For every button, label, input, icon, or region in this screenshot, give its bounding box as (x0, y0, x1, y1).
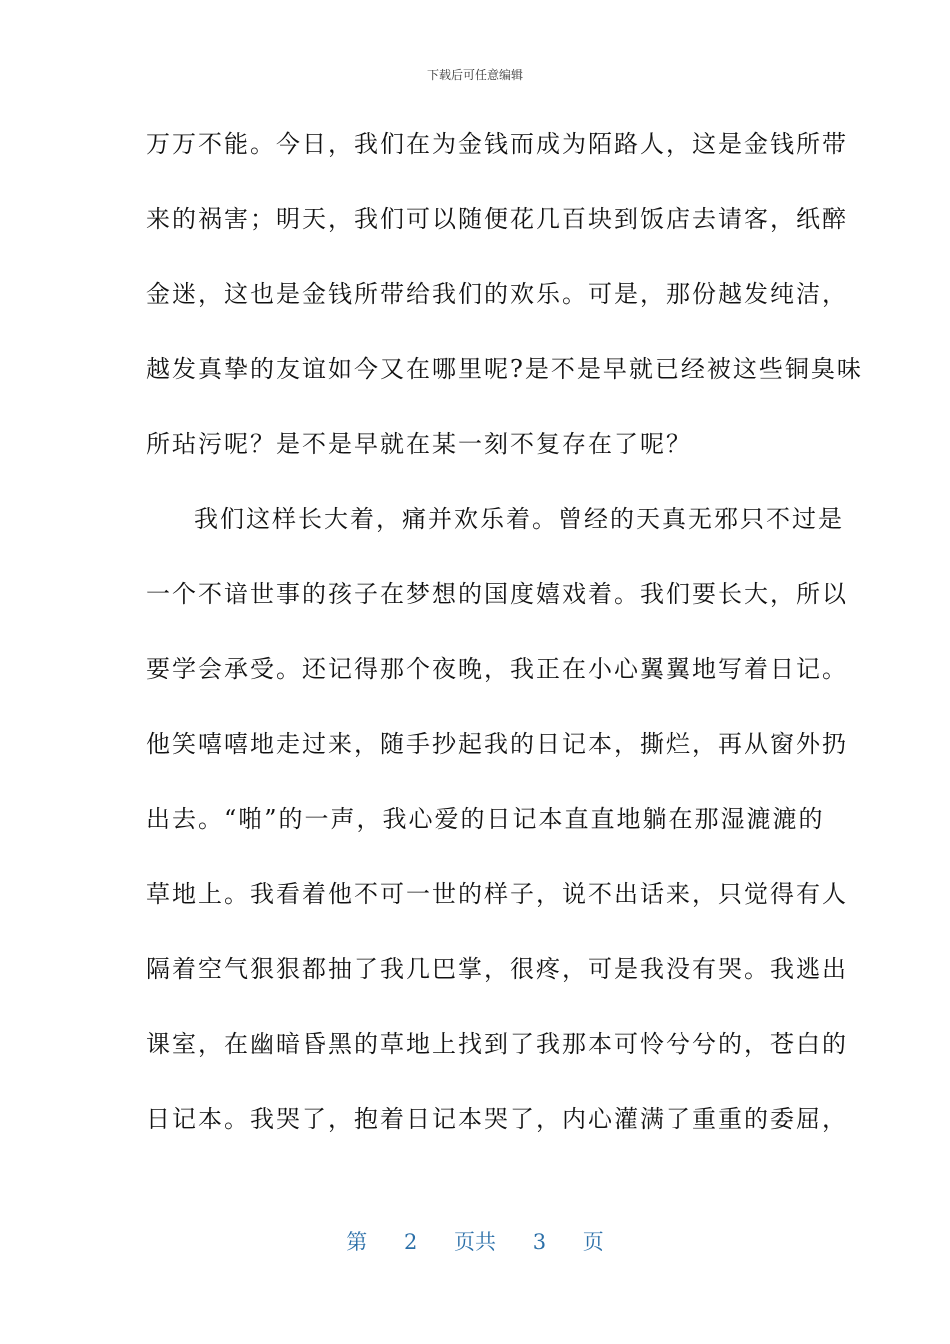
text-line: 草地上。我看着他不可一世的样子，说不出话来，只觉得有人 (146, 880, 848, 908)
footer-prefix: 第 (346, 1230, 368, 1254)
text-line: 来的祸害；明天，我们可以随便花几百块到饭店去请客，纸醉 (146, 205, 848, 233)
text-line: 一个不谙世事的孩子在梦想的国度嬉戏着。我们要长大，所以 (146, 580, 848, 608)
total-page-count: 3 (532, 1230, 547, 1254)
text-line: 要学会承受。还记得那个夜晚，我正在小心翼翼地写着日记。 (146, 655, 848, 683)
text-line: 他笑嘻嘻地走过来，随手抄起我的日记本，撕烂，再从窗外扔 (146, 730, 848, 758)
page-footer (0, 1226, 950, 1256)
footer-middle: 页共 (454, 1230, 496, 1254)
text-line: 所玷污呢？是不是早就在某一刻不复存在了呢？ (146, 430, 692, 458)
text-line: 课室，在幽暗昏黑的草地上找到了我那本可怜兮兮的，苍白的 (146, 1030, 848, 1058)
text-line: 万万不能。今日，我们在为金钱而成为陌路人，这是金钱所带 (146, 130, 848, 158)
page-header: 下载后可任意编辑 (426, 68, 523, 82)
footer-suffix: 页 (582, 1230, 604, 1254)
text-line: 隔着空气狠狠都抽了我几巴掌，很疼，可是我没有哭。我逃出 (146, 955, 848, 983)
text-line: 金迷，这也是金钱所带给我们的欢乐。可是，那份越发纯洁， (146, 280, 848, 308)
paragraph-first-line: 我们这样长大着，痛并欢乐着。曾经的天真无邪只不过是 (194, 505, 844, 533)
text-line: 出去。“啪”的一声，我心爱的日记本直直地躺在那湿漉漉的 (146, 805, 825, 833)
document-body (146, 122, 863, 1172)
current-page-number: 2 (403, 1230, 418, 1254)
text-line: 越发真挚的友谊如今又在哪里呢?是不是早就已经被这些铜臭味 (146, 355, 863, 383)
text-line: 日记本。我哭了，抱着日记本哭了，内心灌满了重重的委屈， (146, 1105, 848, 1133)
